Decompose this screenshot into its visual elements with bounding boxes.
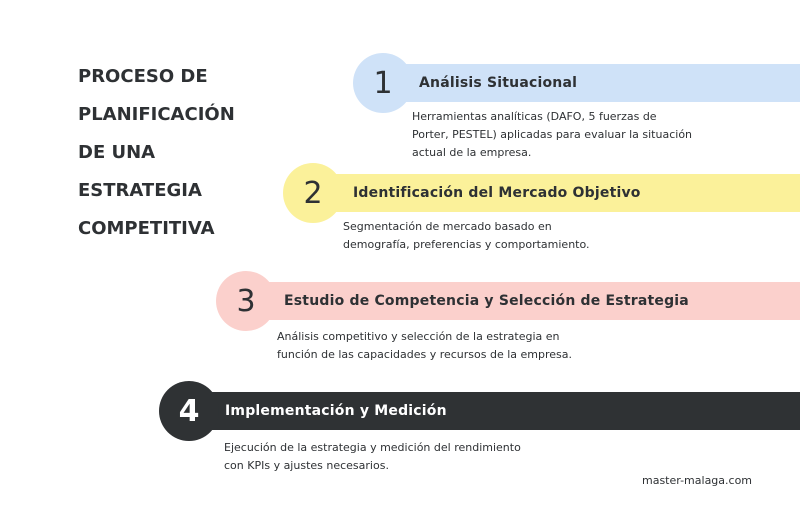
step-4-desc-line: Ejecución de la estrategia y medición del rendimiento [224,441,521,454]
step-4-number: 4 [178,393,200,429]
step-1-title: Análisis Situacional [419,75,578,91]
step-1-description [412,108,692,162]
step-1-number: 1 [373,65,393,101]
step-2-desc-line: demografía, preferencias y comportamiento. [343,238,590,251]
step-1-bar [383,64,800,102]
step-4-description [224,439,521,475]
step-3-circle [216,271,276,331]
title-line: PLANIFICACIÓN [78,104,235,125]
title-line: ESTRATEGIA [78,180,202,201]
step-4-bar [189,392,800,430]
title-line: DE UNA [78,142,156,163]
step-2-circle [283,163,343,223]
diagram-title [78,58,278,248]
step-1-desc-line: actual de la empresa. [412,146,532,159]
step-2-title: Identificación del Mercado Objetivo [353,185,641,201]
step-3-bar [246,282,800,320]
step-4-circle [159,381,219,441]
step-4-desc-line: con KPIs y ajustes necesarios. [224,459,389,472]
step-3-title: Estudio de Competencia y Selección de Estrategia [284,293,689,309]
step-3-desc-line: Análisis competitivo y selección de la estrategia en [277,330,560,343]
step-2-description [343,218,590,254]
step-4-title: Implementación y Medición [225,403,447,419]
title-line: COMPETITIVA [78,218,215,239]
step-1-desc-line: Herramientas analíticas (DAFO, 5 fuerzas de [412,110,657,123]
step-1-desc-line: Porter, PESTEL) aplicadas para evaluar la situación [412,128,693,141]
step-3-description [277,328,572,364]
step-3-desc-line: función de las capacidades y recursos de la empresa. [277,348,573,361]
step-1-circle [353,53,413,113]
step-3-number: 3 [236,283,256,319]
step-2-number: 2 [303,175,323,211]
title-line: PROCESO DE [78,66,208,87]
step-2-desc-line: Segmentación de mercado basado en [343,220,552,233]
step-2-bar [313,174,800,212]
source-credit: master-malaga.com [642,474,753,487]
